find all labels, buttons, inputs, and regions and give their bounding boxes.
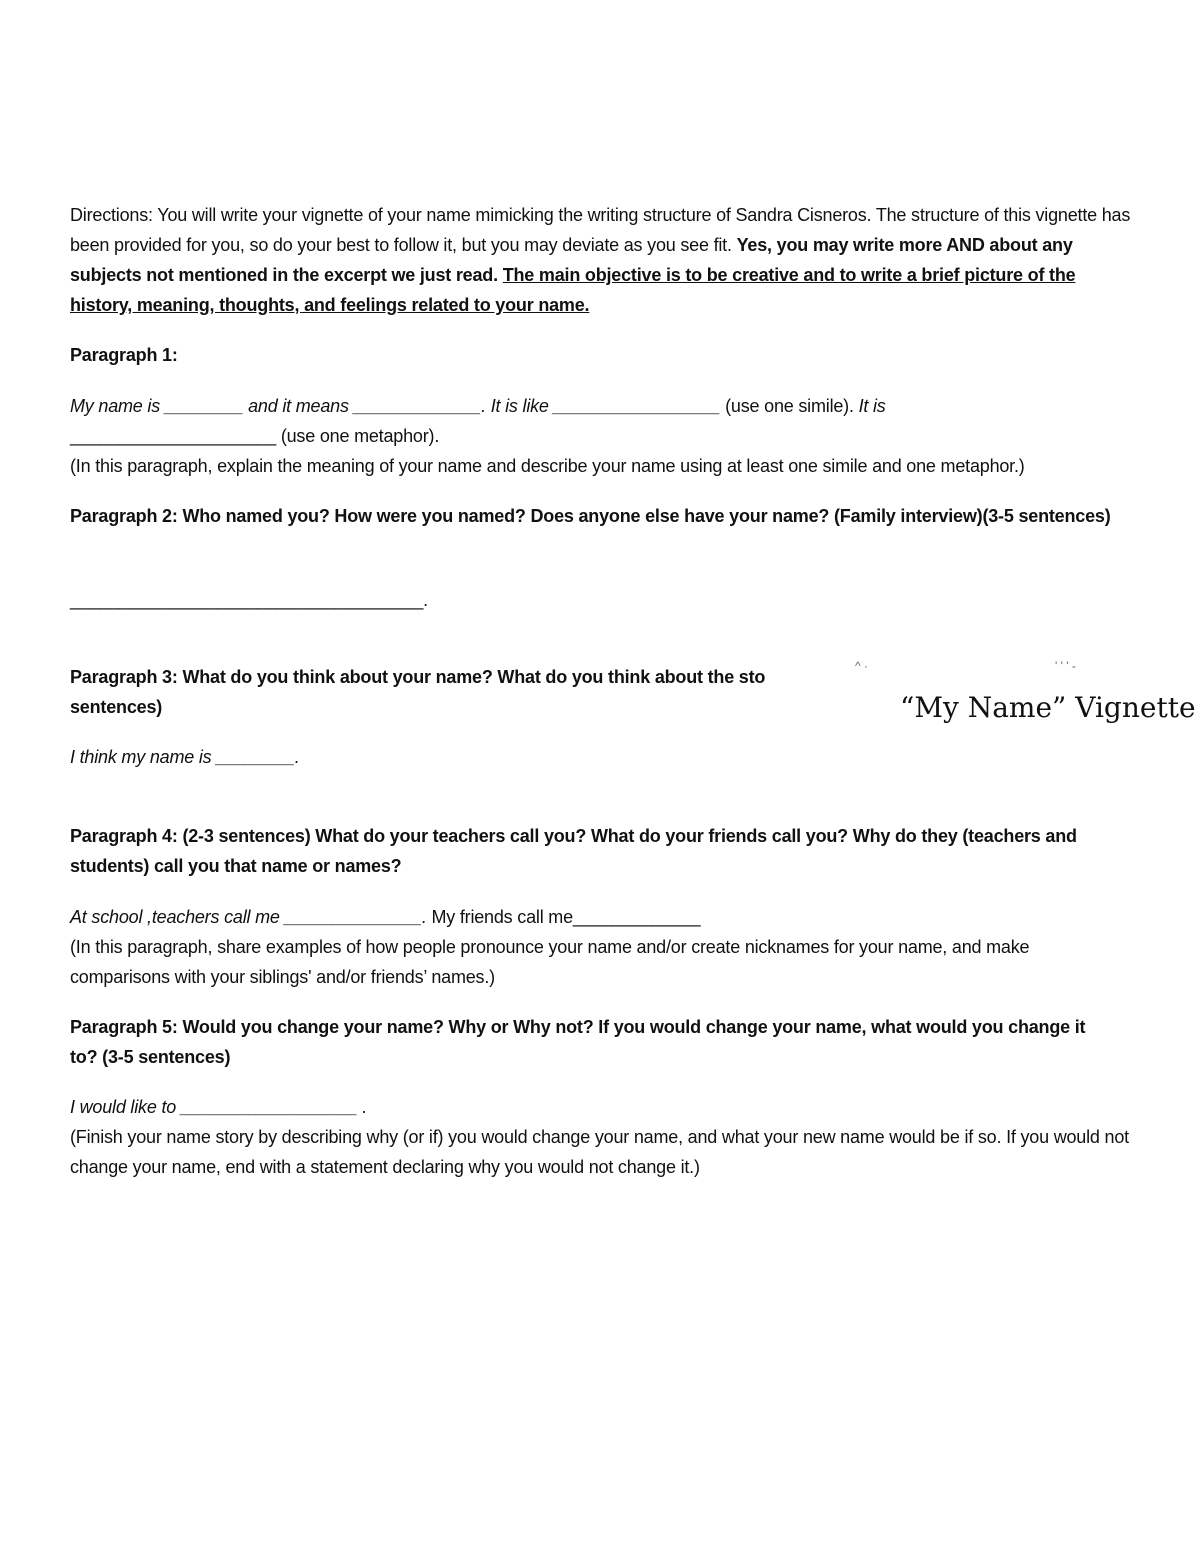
- paragraph-2-heading: Paragraph 2: Who named you? How were you named? Does anyone else have your name? (Family interview)(3-5 sentences): [70, 506, 1111, 526]
- paragraph-1-heading: Paragraph 1:: [70, 345, 178, 365]
- paragraph-5-starter: I would like to __________________ .: [70, 1097, 368, 1117]
- teachers-call-blank: At school ,teachers call me ______________.: [70, 907, 427, 927]
- name-meaning-blank: My name is ________ and it means _____________.: [70, 396, 486, 416]
- page-title: “My Name” Vignette: [900, 691, 1196, 724]
- directions-text: Directions: You will write your vignette of your name mimicking the writing structure of Sandra Cisneros. The structure of this vignette has been provided for you, so do your best to follow it, but you may deviate as you see fit.: [70, 205, 1131, 255]
- paragraph-1-prompt: [70, 391, 1135, 451]
- paragraph-5-heading: Paragraph 5: Would you change your name? Why or Why not? If you would change your name, what would you change it to? (3-5 sentences): [70, 1017, 1086, 1067]
- paragraph-4-heading: Paragraph 4: (2-3 sentences) What do your teachers call you? What do your friends call you? Why do they (teachers and students) call you that name or names?: [70, 826, 1077, 876]
- paragraph-3-starter: I think my name is ________.: [70, 747, 300, 767]
- simile-blank: It is like _________________: [485, 396, 721, 416]
- title-fragment-mark: ^ ·: [855, 659, 868, 673]
- directions-bold-text: Yes, you may write more AND about any subjects not mentioned in the excerpt we just read.: [70, 235, 1073, 285]
- paragraph-3-heading-line1: Paragraph 3: What do you think about your name? What do you think about the sto: [70, 667, 766, 687]
- metaphor-hint: (use one metaphor).: [276, 426, 440, 446]
- metaphor-blank: _____________________: [70, 426, 277, 446]
- paragraph-1-note: (In this paragraph, explain the meaning of your name and describe your name using at least one simile and one metaphor.): [70, 456, 1025, 476]
- metaphor-lead: It is: [853, 396, 886, 416]
- paragraph-4-note: (In this paragraph, share examples of how people pronounce your name and/or create nicknames for your name, and make comparisons with your siblings' and/or friends’ names.): [70, 937, 1030, 987]
- main-objective-text: The main objective is to be creative and to write a brief picture of the history, meaning, thoughts, and feelings related to your name.: [70, 265, 1076, 315]
- friends-call-blank: My friends call me_____________: [426, 907, 701, 927]
- paragraph-2-blank: ____________________________________.: [70, 590, 428, 610]
- paragraph-3-heading-line2: sentences): [70, 697, 163, 717]
- paragraph-4-starter: [70, 902, 1135, 932]
- simile-hint: (use one simile).: [720, 396, 854, 416]
- paragraph-5-note: (Finish your name story by describing why (or if) you would change your name, and what your new name would be if so. If you would not change your name, end with a statement declaring why you would not change it.): [70, 1127, 1129, 1177]
- title-fragment-mark: ' ' ' -: [1055, 659, 1076, 673]
- directions: [70, 200, 1135, 320]
